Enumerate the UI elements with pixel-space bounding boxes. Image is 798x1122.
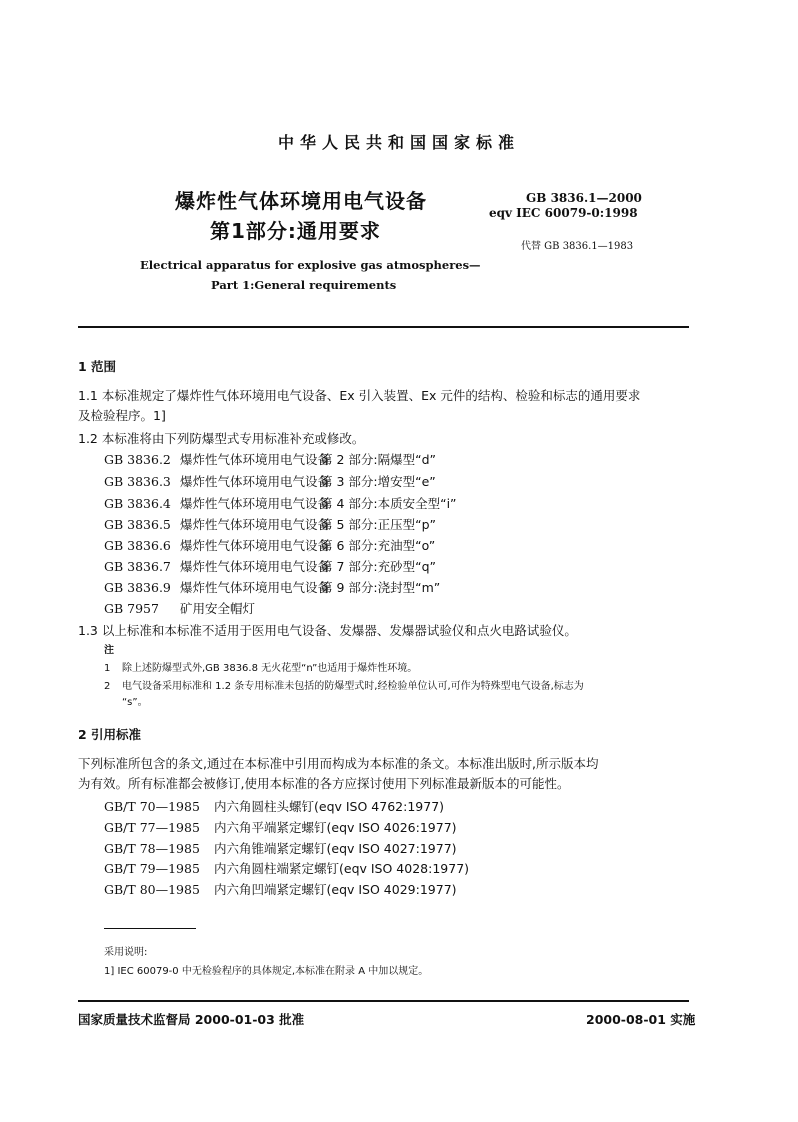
clause-1-1-line1: 1.1 本标准规定了爆炸性气体环境用电气设备、Ex 引入装置、Ex 元件的结构、检验和标志的通用要求 (78, 388, 641, 403)
footnote-divider (104, 928, 196, 929)
reference-row: GB/T 70—1985 内六角圆柱头螺钉(eqv ISO 4762:1977) (104, 799, 445, 814)
title-cn-line2: 第1部分:通用要求 (210, 219, 381, 243)
list-item: GB 3836.5 爆炸性气体环境用电气设备第 5 部分:正压型“p” (104, 517, 436, 532)
section2-para-line2: 为有效。所有标准都会被修订,使用本标准的各方应探讨使用下列标准最新版本的可能性。 (78, 776, 570, 791)
footnote-label: 采用说明: (104, 947, 148, 958)
list-item: GB 3836.7 爆炸性气体环境用电气设备第 7 部分:充砂型“q” (104, 559, 436, 574)
reference-row: GB/T 80—1985 内六角凹端紧定螺钉(eqv ISO 4029:1977) (104, 882, 457, 897)
footer-divider (78, 1000, 689, 1002)
list-item: GB 3836.6 爆炸性气体环境用电气设备第 6 部分:充油型“o” (104, 538, 436, 553)
footnote-text: 1] IEC 60079-0 中无检验程序的具体规定,本标准在附录 A 中加以规定。 (104, 966, 429, 977)
title-en-line1: Electrical apparatus for explosive gas atmospheres— (140, 258, 481, 272)
implementation-date: 2000-08-01 实施 (586, 1012, 696, 1027)
list-item: GB 3836.4 爆炸性气体环境用电气设备第 4 部分:本质安全型“i” (104, 496, 457, 511)
eqv-number: eqv IEC 60079-0:1998 (489, 206, 638, 220)
list-item: GB 3836.3 爆炸性气体环境用电气设备第 3 部分:增安型“e” (104, 474, 436, 489)
title-cn-line1: 爆炸性气体环境用电气设备 (175, 189, 427, 213)
list-item: GB 7957 矿用安全帽灯 (104, 601, 256, 616)
header-divider (78, 326, 689, 328)
clause-1-3: 1.3 以上标准和本标准不适用于医用电气设备、发爆器、发爆器试验仪和点火电路试验仪。 (78, 623, 577, 638)
replaces-note: 代替 GB 3836.1—1983 (521, 241, 634, 252)
section2-para-line1: 下列标准所包含的条文,通过在本标准中引用而构成为本标准的条文。本标准出版时,所示版本均 (78, 756, 599, 771)
section1-heading: 1 范围 (78, 359, 117, 374)
reference-row: GB/T 77—1985 内六角平端紧定螺钉(eqv ISO 4026:1977) (104, 820, 457, 835)
approval-date: 国家质量技术监督局 2000-01-03 批准 (78, 1012, 305, 1027)
section2-heading: 2 引用标准 (78, 727, 142, 742)
national-standard-heading: 中华人民共和国国家标准 (277, 133, 520, 152)
gb-number: GB 3836.1—2000 (526, 191, 642, 205)
clause-1-2: 1.2 本标准将由下列防爆型式专用标准补充或修改。 (78, 431, 365, 446)
list-item: GB 3836.2 爆炸性气体环境用电气设备第 2 部分:隔爆型“d” (104, 452, 436, 467)
note-1: 1 除上述防爆型式外,GB 3836.8 无火花型“n”也适用于爆炸性环境。 (104, 663, 418, 674)
title-en-line2: Part 1:General requirements (211, 278, 397, 292)
note-label: 注 (104, 645, 114, 656)
reference-row: GB/T 79—1985 内六角圆柱端紧定螺钉(eqv ISO 4028:1977) (104, 861, 470, 876)
clause-1-1-line2: 及检验程序。1] (78, 408, 166, 423)
list-item: GB 3836.9 爆炸性气体环境用电气设备第 9 部分:浇封型“m” (104, 580, 441, 595)
note-2-cont: “s”。 (122, 697, 148, 708)
note-2: 2 电气设备采用标准和 1.2 条专用标准未包括的防爆型式时,经检验单位认可,可作为特殊型电气设备,标志为 (104, 681, 584, 692)
reference-row: GB/T 78—1985 内六角锥端紧定螺钉(eqv ISO 4027:1977) (104, 841, 457, 856)
